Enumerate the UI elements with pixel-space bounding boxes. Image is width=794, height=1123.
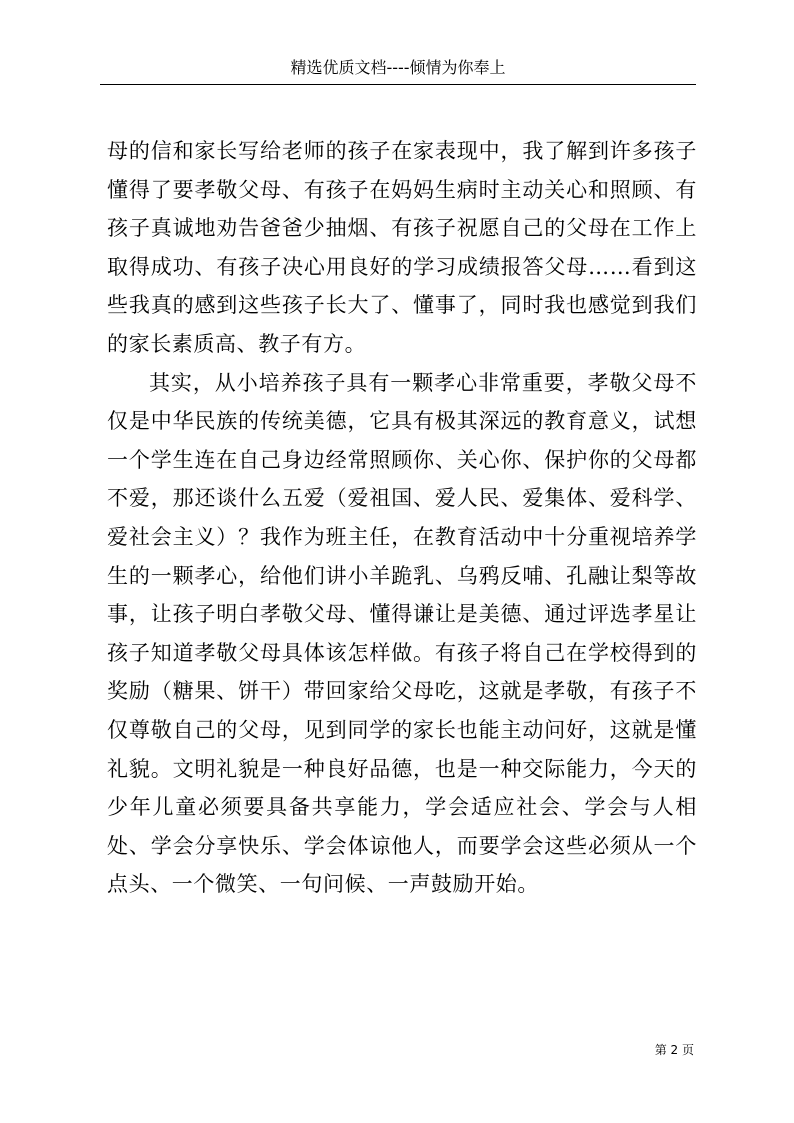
page-number: 第 2 页 <box>654 1043 694 1057</box>
paragraph-2: 其实，从小培养孩子具有一颗孝心非常重要，孝敬父母不仅是中华民族的传统美德，它具有极其深远的教育意义，试想一个学生连在自己身边经常照顾你、关心你、保护你的父母都不爱，那还谈什么五爱（爱祖国、爱人民、爱集体、爱科学、爱社会主义）？我作为班主任，在教育活动中十分重视培养学生的一颗孝心，给他们讲小羊跪乳、乌鸦反哺、孔融让梨等故事，让孩子明白孝敬父母、懂得谦让是美德、通过评选孝星让孩子知道孝敬父母具体该怎样做。有孩子将自己在学校得到的奖励（糖果、饼干）带回家给父母吃，这就是孝敬，有孩子不仅尊敬自己的父母，见到同学的家长也能主动问好，这就是懂礼貌。文明礼貌是一种良好品德，也是一种交际能力，今天的少年儿童必须要具备共享能力，学会适应社会、学会与人相处、学会分享快乐、学会体谅他人，而要学会这些必须从一个点头、一个微笑、一句问候、一声鼓励开始。 <box>107 370 697 897</box>
body-text <box>107 132 697 904</box>
page-header: 精选优质文档----倾情为你奉上 <box>100 56 696 85</box>
paragraph-1: 母的信和家长写给老师的孩子在家表现中，我了解到许多孩子懂得了要孝敬父母、有孩子在妈妈生病时主动关心和照顾、有孩子真诚地劝告爸爸少抽烟、有孩子祝愿自己的父母在工作上取得成功、有孩子决心用良好的学习成绩报答父母……看到这些我真的感到这些孩子长大了、懂事了，同时我也感觉到我们的家长素质高、教子有方。 <box>107 139 697 356</box>
